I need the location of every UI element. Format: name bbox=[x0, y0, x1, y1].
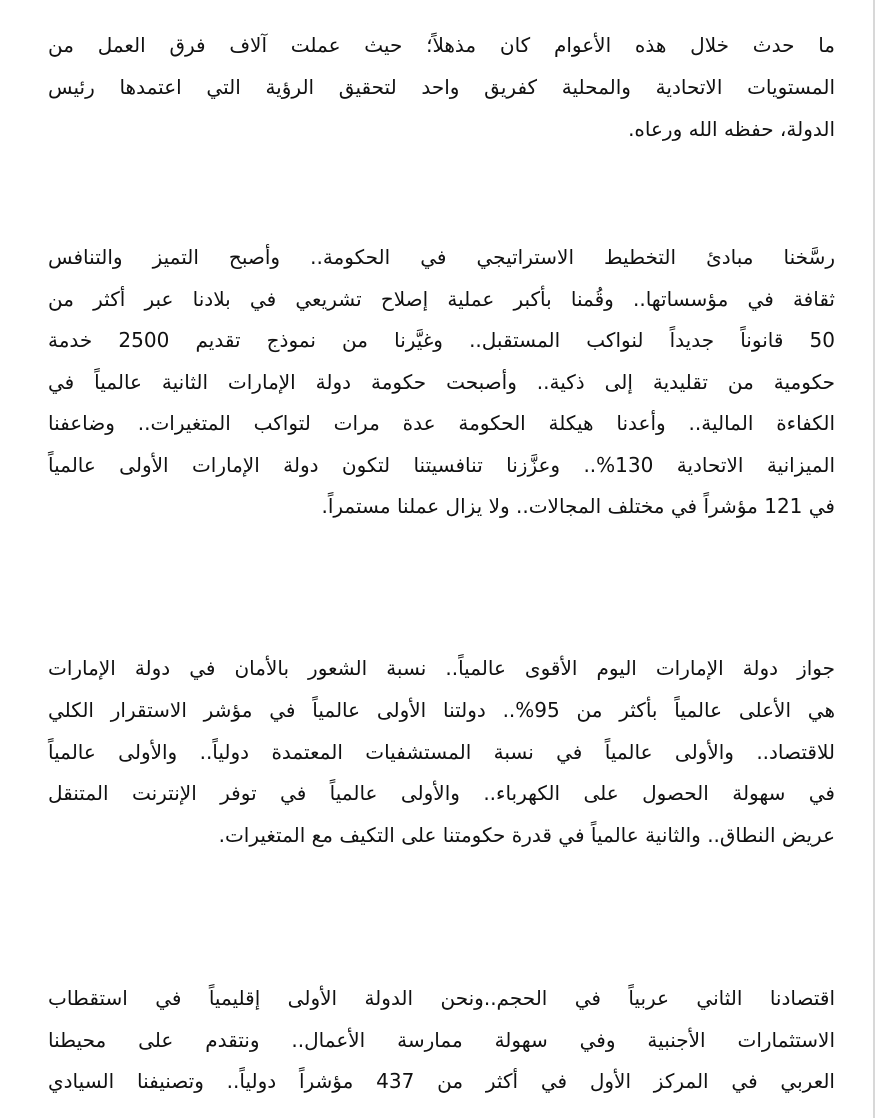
paragraph-4-line: اقتصادنا الثاني عربياً في الحجم..ونحن الدولة الأولى إقليمياً في استقطاب bbox=[48, 986, 835, 1010]
paragraph-3-line: هي الأعلى عالمياً بأكثر من 95%.. دولتنا الأولى عالمياً في مؤشر الاستقرار الكلي bbox=[48, 698, 835, 722]
paragraph-2-line: الميزانية الاتحادية 130%.. وعزَّزنا تنافسيتنا لتكون دولة الإمارات الأولى عالمياً bbox=[48, 453, 836, 477]
paragraph-2-line: رسَّخنا مبادئ التخطيط الاستراتيجي في الحكومة.. وأصبح التميز والتنافس bbox=[48, 245, 835, 269]
paragraph-2-line: الكفاءة المالية.. وأعدنا هيكلة الحكومة عدة مرات لتواكب المتغيرات.. وضاعفنا bbox=[48, 411, 835, 435]
paragraph-1-line: ما حدث خلال هذه الأعوام كان مذهلاً؛ حيث عملت آلاف فرق العمل من bbox=[48, 33, 835, 57]
paragraph-1-line: الدولة، حفظه الله ورعاه. bbox=[628, 117, 835, 141]
paragraph-3-line: في سهولة الحصول على الكهرباء.. والأولى عالمياً في توفر الإنترنت المتنقل bbox=[48, 781, 835, 805]
paragraph-3-line: جواز دولة الإمارات اليوم الأقوى عالمياً.. نسبة الشعور بالأمان في دولة الإمارات bbox=[48, 656, 835, 680]
paragraph-3-line: عريض النطاق.. والثانية عالمياً في قدرة حكومتنا على التكيف مع المتغيرات. bbox=[218, 823, 835, 847]
paragraph-4-line: العربي في المركز الأول في أكثر من 437 مؤشراً دولياً.. وتصنيفنا السيادي bbox=[48, 1069, 835, 1093]
paragraph-3-line: للاقتصاد.. والأولى عالمياً في نسبة المستشفيات المعتمدة دولياً.. والأولى عالمياً bbox=[48, 740, 835, 764]
paragraph-4-line: الاستثمارات الأجنبية وفي سهولة ممارسة الأعمال.. ونتقدم على محيطنا bbox=[48, 1028, 835, 1052]
paragraph-2-line: حكومية من تقليدية إلى ذكية.. وأصبحت حكومة دولة الإمارات الثانية عالمياً في bbox=[48, 370, 835, 394]
paragraph-2-line: 50 قانوناً جديداً لنواكب المستقبل.. وغيَّرنا من نموذج تقديم 2500 خدمة bbox=[48, 328, 835, 352]
paragraph-2-line: ثقافة في مؤسساتها.. وقُمنا بأكبر عملية إصلاح تشريعي في بلادنا عبر أكثر من bbox=[48, 287, 835, 311]
paragraph-2-line: في 121 مؤشراً في مختلف المجالات.. ولا يزال عملنا مستمراً. bbox=[321, 494, 835, 518]
paragraph-1-line: المستويات الاتحادية والمحلية كفريق واحد لتحقيق الرؤية التي اعتمدها رئيس bbox=[48, 75, 835, 99]
